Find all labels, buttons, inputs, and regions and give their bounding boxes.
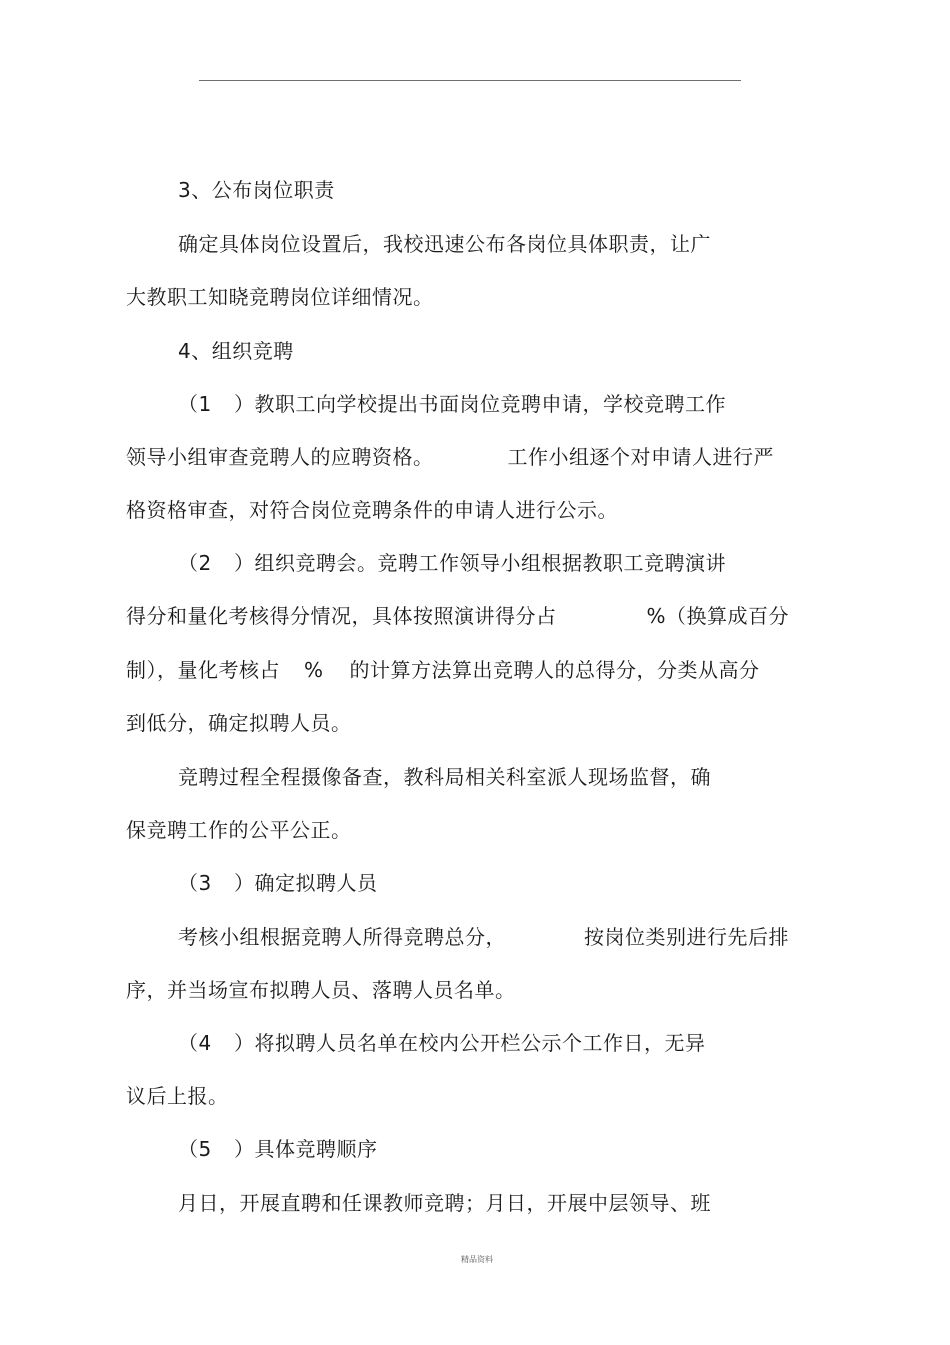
paragraph-line: 格资格审查，对符合岗位竞聘条件的申请人进行公示。 (126, 498, 618, 522)
paragraph-line: 制），量化考核占 % 的计算方法算出竞聘人的总得分，分类从高分 (126, 658, 760, 682)
paragraph-line: 到低分，确定拟聘人员。 (126, 711, 352, 735)
item-5-line: （5 ）具体竞聘顺序 (178, 1137, 378, 1161)
paragraph-line: 得分和量化考核得分情况，具体按照演讲得分占 %（换算成百分 (126, 604, 790, 628)
item-1-line: （1 ）教职工向学校提出书面岗位竞聘申请，学校竞聘工作 (178, 392, 726, 416)
paragraph-line: 考核小组根据竞聘人所得竞聘总分， 按岗位类别进行先后排 (178, 925, 789, 949)
paragraph-line: 议后上报。 (126, 1084, 229, 1108)
paragraph-line: 竞聘过程全程摄像备查，教科局相关科室派人现场监督，确 (178, 765, 711, 789)
paragraph-line: 月日，开展直聘和任课教师竞聘；月日，开展中层领导、班 (178, 1191, 711, 1215)
heading-3: 3、公布岗位职责 (178, 178, 335, 202)
header-rule (199, 80, 741, 81)
paragraph-line: 大教职工知晓竞聘岗位详细情况。 (126, 285, 434, 309)
item-4-line: （4 ）将拟聘人员名单在校内公开栏公示个工作日，无异 (178, 1031, 706, 1055)
paragraph-line: 领导小组审查竞聘人的应聘资格。 工作小组逐个对申请人进行严 (126, 445, 774, 469)
paragraph-line: 确定具体岗位设置后，我校迅速公布各岗位具体职责，让广 (178, 232, 711, 256)
paragraph-line: 保竞聘工作的公平公正。 (126, 818, 352, 842)
page-footer: 精品资料 (461, 1255, 493, 1264)
item-2-line: （2 ）组织竞聘会。竞聘工作领导小组根据教职工竞聘演讲 (178, 551, 726, 575)
item-3-line: （3 ）确定拟聘人员 (178, 871, 378, 895)
paragraph-line: 序，并当场宣布拟聘人员、落聘人员名单。 (126, 978, 516, 1002)
heading-4: 4、组织竞聘 (178, 339, 294, 363)
